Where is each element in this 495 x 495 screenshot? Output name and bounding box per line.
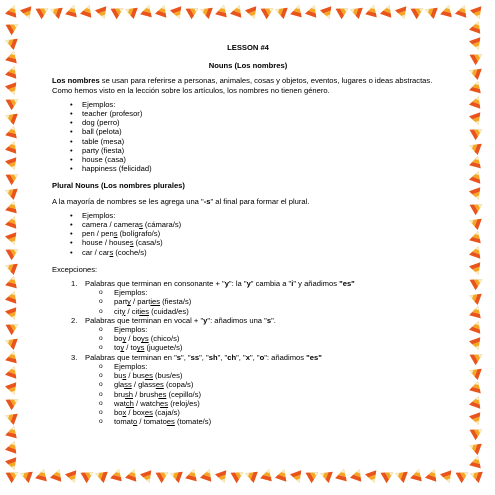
candy-corn-icon — [140, 4, 154, 18]
candy-corn-icon — [168, 468, 182, 483]
candy-corn-icon — [245, 6, 260, 20]
candy-corn-icon — [6, 19, 22, 35]
candy-corn-icon — [5, 214, 20, 228]
candy-corn-icon — [348, 4, 362, 19]
candy-corn-icon — [230, 3, 245, 17]
candy-corn-icon — [469, 319, 484, 333]
candy-corn-icon — [48, 4, 62, 19]
rule-number: 3. — [71, 352, 78, 362]
document-page — [52, 40, 444, 426]
candy-corn-icon — [198, 4, 212, 19]
list-item: • table (mesa) — [82, 137, 444, 146]
candy-corn-icon — [425, 467, 440, 481]
list-item: o tomato / tomatoes (tomate/s) — [114, 417, 444, 426]
candy-corn-icon — [335, 468, 349, 482]
candy-corn-icon — [125, 467, 140, 481]
list-item: • house (casa) — [82, 155, 444, 164]
candy-corn-icon — [381, 467, 397, 483]
plural-rule-text: " al final para formar el plural. — [210, 196, 310, 206]
candy-corn-icon — [470, 6, 485, 20]
candy-corn-icon — [469, 80, 483, 94]
intro-paragraph — [52, 76, 444, 94]
plural-examples-list — [52, 211, 444, 257]
candy-corn-icon — [365, 470, 380, 484]
list-item: o watch / watches (reloj/es) — [114, 399, 444, 408]
candy-corn-icon — [5, 139, 20, 153]
plural-heading: Plural Nouns (Los nombres plurales) — [52, 181, 185, 191]
list-item: o city / cities (cuidad/es) — [114, 307, 444, 316]
candy-corn-icon — [65, 4, 79, 18]
candy-corn-icon — [5, 157, 20, 171]
candy-corn-icon — [155, 3, 170, 17]
candy-corn-icon — [50, 467, 65, 481]
candy-corn-icon — [185, 468, 199, 482]
exception-rule-2: 2. Palabras que terminan en vocal + "y": añadimos una "s". o Ejemplos: o boy / boys (chico/s) o toy / toys (juguete/s) — [85, 316, 444, 353]
candy-corn-icon — [111, 3, 127, 19]
exceptions-list — [52, 279, 444, 426]
candy-corn-icon — [5, 50, 19, 64]
candy-corn-icon — [5, 3, 20, 17]
candy-corn-icon — [3, 185, 17, 200]
candy-corn-icon — [35, 468, 49, 482]
candy-corn-icon — [140, 470, 155, 484]
list-item: • camera / cameras (cámara/s) — [82, 220, 444, 229]
candy-corn-icon — [3, 335, 17, 350]
candy-corn-icon — [5, 232, 20, 246]
candy-corn-icon — [80, 3, 95, 17]
candy-corn-icon — [5, 350, 19, 364]
candy-corn-icon — [6, 467, 22, 483]
list-item: • house / houses (casa/s) — [82, 238, 444, 247]
candy-corn-icon — [455, 3, 470, 17]
candy-corn-icon — [170, 6, 185, 20]
candy-corn-icon — [469, 394, 484, 408]
candy-corn-icon — [18, 468, 32, 483]
candy-corn-icon — [243, 468, 257, 483]
plural-suffix: -s — [203, 196, 211, 206]
candy-corn-icon — [3, 410, 17, 425]
rule-number: 1. — [71, 279, 78, 289]
candy-corn-icon — [350, 467, 365, 481]
candy-corn-icon — [261, 3, 277, 19]
candy-corn-icon — [290, 470, 305, 484]
candy-corn-icon — [6, 94, 22, 110]
list-item: o glass / glasses (copa/s) — [114, 380, 444, 389]
candy-corn-icon — [470, 274, 486, 290]
candy-corn-icon — [440, 470, 455, 484]
list-item: • dog (perro) — [82, 118, 444, 127]
candy-corn-icon — [3, 260, 17, 275]
candy-corn-icon — [467, 440, 481, 455]
rule-1-examples — [85, 288, 444, 316]
list-item: o boy / boys (chico/s) — [114, 334, 444, 343]
candy-corn-icon — [395, 6, 410, 20]
candy-corn-icon — [215, 470, 230, 484]
candy-corn-icon — [5, 364, 20, 378]
candy-corn-icon — [469, 230, 483, 244]
list-item: o Ejemplos: — [114, 288, 444, 297]
intro-text: se usan para referirse a personas, animales, cosas y objetos, eventos, lugares o ideas abstractas. Como hemos visto en la lección sobre los artículos, los nombres no tienen género. — [52, 76, 433, 95]
candy-corn-icon — [470, 424, 486, 440]
candy-corn-icon — [231, 467, 247, 483]
candy-corn-icon — [467, 65, 481, 80]
candy-corn-icon — [469, 337, 484, 351]
candy-corn-icon — [469, 155, 483, 169]
candy-corn-icon — [469, 305, 483, 319]
lesson-subtitle: Nouns (Los nombres) — [208, 61, 288, 71]
candy-corn-icon — [5, 457, 20, 471]
candy-corn-icon — [5, 275, 19, 289]
list-item: • ball (pelota) — [82, 127, 444, 136]
rule-number: 2. — [71, 315, 78, 325]
candy-corn-icon — [5, 125, 19, 139]
intro-term: Los nombres — [52, 76, 100, 86]
candy-corn-icon — [411, 3, 427, 19]
candy-corn-icon — [440, 4, 454, 18]
candy-corn-icon — [469, 380, 483, 394]
examples-list — [52, 100, 444, 174]
candy-corn-icon — [469, 94, 484, 108]
exception-rule-1: 1. Palabras que terminan en consonante + "y": la "y" cambia a "i" y añadimos "es" o Ejemplos: o party / parties (fiesta/s) o city / cities (cuidad/es) — [85, 279, 444, 316]
plural-rule — [52, 197, 444, 206]
candy-corn-icon — [336, 3, 352, 19]
candy-corn-icon — [5, 64, 20, 78]
candy-corn-icon — [20, 6, 35, 20]
list-item: o Ejemplos: — [114, 325, 444, 334]
candy-corn-icon — [393, 468, 407, 483]
candy-corn-icon — [81, 467, 97, 483]
rule-2-examples — [85, 325, 444, 353]
candy-corn-icon — [5, 307, 20, 321]
candy-corn-icon — [467, 290, 481, 305]
candy-corn-icon — [5, 289, 20, 303]
list-item: • pen / pens (bolígrafo/s) — [82, 229, 444, 238]
candy-corn-icon — [469, 169, 484, 183]
candy-corn-icon — [3, 110, 17, 125]
candy-corn-icon — [65, 470, 80, 484]
list-item: o Ejemplos: — [114, 362, 444, 371]
candy-corn-icon — [123, 4, 137, 19]
candy-corn-icon — [5, 200, 19, 214]
candy-corn-icon — [470, 349, 486, 365]
list-item: o bus / buses (bus/es) — [114, 371, 444, 380]
candy-corn-icon — [6, 394, 22, 410]
candy-corn-icon — [469, 19, 484, 33]
candy-corn-icon — [470, 124, 486, 140]
candy-corn-icon — [469, 412, 484, 426]
candy-corn-icon — [305, 3, 320, 17]
candy-corn-icon — [186, 3, 202, 19]
candy-corn-icon — [6, 244, 22, 260]
candy-corn-icon — [469, 455, 483, 469]
list-item: o toy / toys (juguete/s) — [114, 343, 444, 352]
candy-corn-icon — [467, 215, 481, 230]
candy-corn-icon — [95, 6, 110, 20]
candy-corn-icon — [273, 4, 287, 19]
candy-corn-icon — [470, 49, 486, 65]
candy-corn-icon — [467, 140, 481, 155]
list-item: o box / boxes (caja/s) — [114, 408, 444, 417]
candy-corn-icon — [5, 382, 20, 396]
candy-corn-icon — [365, 4, 379, 18]
candy-corn-icon — [275, 467, 290, 481]
candy-corn-icon — [320, 6, 335, 20]
candy-corn-icon — [260, 468, 274, 482]
plural-rule-text: A la mayoría de nombres se les agrega una " — [52, 196, 204, 206]
list-item: o brush / brushes (cepillo/s) — [114, 390, 444, 399]
list-item: • happiness (felicidad) — [82, 164, 444, 173]
candy-corn-icon — [469, 37, 484, 51]
list-item: • Ejemplos: — [82, 211, 444, 220]
candy-corn-icon — [215, 4, 229, 18]
candy-corn-icon — [456, 467, 472, 483]
exceptions-label: Excepciones: — [52, 264, 98, 274]
candy-corn-icon — [469, 112, 484, 126]
candy-corn-icon — [469, 262, 484, 276]
list-item: • party (fiesta) — [82, 146, 444, 155]
candy-corn-icon — [469, 187, 484, 201]
candy-corn-icon — [93, 468, 107, 483]
candy-corn-icon — [290, 4, 304, 18]
candy-corn-icon — [469, 244, 484, 258]
lesson-title: LESSON #4 — [227, 43, 269, 52]
candy-corn-icon — [110, 468, 124, 482]
candy-corn-icon — [200, 467, 215, 481]
candy-corn-icon — [468, 468, 482, 483]
candy-corn-icon — [306, 467, 322, 483]
candy-corn-icon — [6, 319, 22, 335]
list-item: • teacher (profesor) — [82, 109, 444, 118]
candy-corn-icon — [423, 4, 437, 19]
candy-corn-icon — [467, 365, 481, 380]
candy-corn-icon — [5, 425, 19, 439]
candy-corn-icon — [318, 468, 332, 483]
candy-corn-icon — [156, 467, 172, 483]
candy-corn-icon — [36, 3, 52, 19]
candy-corn-icon — [6, 169, 22, 185]
candy-corn-icon — [3, 35, 17, 50]
candy-corn-icon — [470, 199, 486, 215]
candy-corn-icon — [5, 82, 20, 96]
list-item: • Ejemplos: — [82, 100, 444, 109]
candy-corn-icon — [380, 3, 395, 17]
list-item: o party / parties (fiesta/s) — [114, 297, 444, 306]
exception-rule-3: 3. Palabras que terminan en "s", "ss", "sh", "ch", "x", "o": añadimos "es" o Ejemplos: o bus / buses (bus/es) o glass / glasses (copa/s) o brush / brushes (cepillo/s) o watch / watches (reloj/es) o box / boxes (caja/s) o tomato / tomatoes (tomate/s) — [85, 353, 444, 427]
candy-corn-icon — [410, 468, 424, 482]
list-item: • car / cars (coche/s) — [82, 248, 444, 257]
candy-corn-icon — [5, 439, 20, 453]
rule-3-examples — [85, 362, 444, 426]
